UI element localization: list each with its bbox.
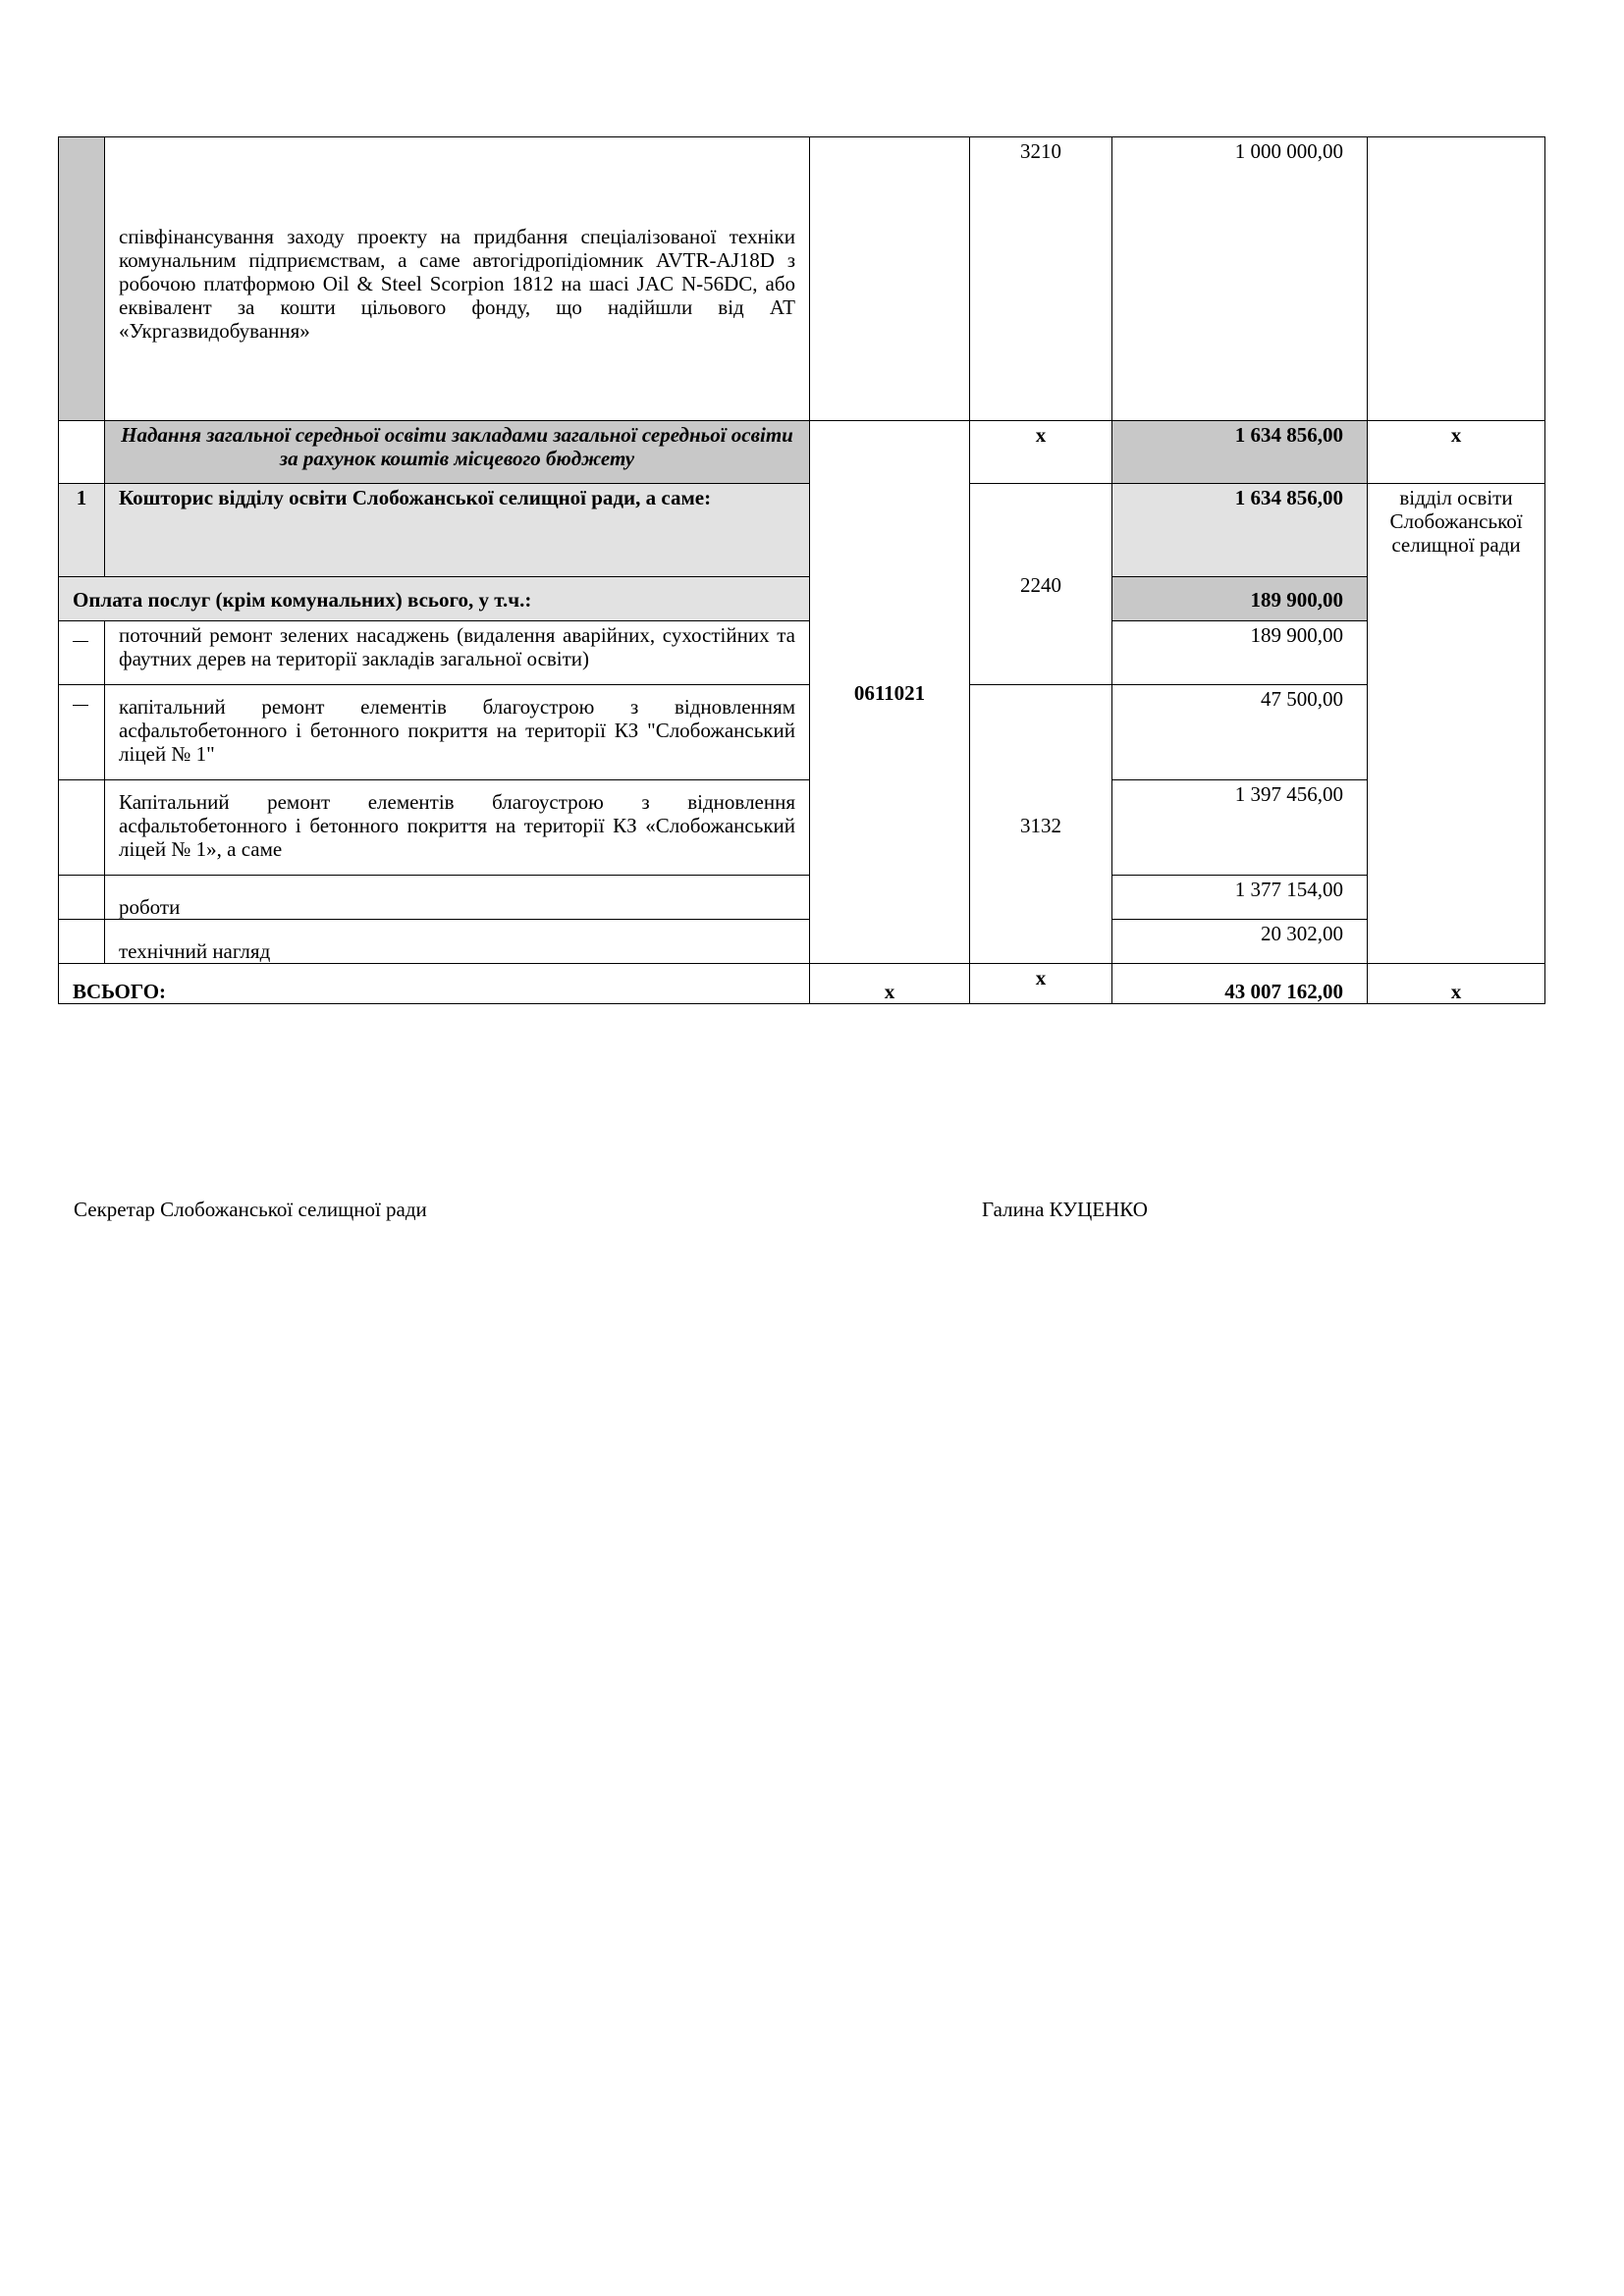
section-title: Надання загальної середньої освіти закладами загальної середньої освіти за рахунок коштів місцевого бюджету	[105, 421, 810, 484]
table-row	[59, 577, 1545, 621]
table-row	[59, 421, 1545, 484]
total-code-mark: х	[970, 964, 1112, 1004]
capital-repair-2-amount: 1 397 456,00	[1112, 780, 1368, 876]
table-row	[59, 876, 1545, 920]
table-row	[59, 964, 1545, 1004]
works-amount: 1 377 154,00	[1112, 876, 1368, 920]
row-number-cell	[59, 780, 105, 876]
supervision-description: технічний нагляд	[105, 920, 810, 964]
works-description: роботи	[105, 876, 810, 920]
total-amount: 43 007 162,00	[1112, 964, 1368, 1004]
capital-repair-1-amount: 47 500,00	[1112, 685, 1368, 780]
program-code-cell	[810, 137, 970, 421]
cofinancing-amount: 1 000 000,00	[1112, 137, 1368, 421]
cofinancing-code: 3210	[970, 137, 1112, 421]
total-label: ВСЬОГО:	[59, 964, 810, 1004]
greenery-amount: 189 900,00	[1112, 621, 1368, 685]
expense-code-2240: 2240	[970, 484, 1112, 685]
greenery-description: поточний ремонт зелених насаджень (видалення аварійних, сухостійних та фаутних дерев на території закладів загальної освіти)	[105, 621, 810, 685]
services-amount: 189 900,00	[1112, 577, 1368, 621]
row-number-cell	[59, 876, 105, 920]
table-row	[59, 484, 1545, 577]
estimate-amount: 1 634 856,00	[1112, 484, 1368, 577]
estimate-number: 1	[59, 484, 105, 577]
row-number-cell	[59, 421, 105, 484]
budget-table	[58, 136, 1545, 1004]
section-amount: 1 634 856,00	[1112, 421, 1368, 484]
executor-cell	[1368, 137, 1545, 421]
table-row	[59, 780, 1545, 876]
section-code-mark: х	[970, 421, 1112, 484]
supervision-amount: 20 302,00	[1112, 920, 1368, 964]
executor-name: відділ освіти Слобожанської селищної ради	[1368, 484, 1545, 964]
row-number-cell	[59, 920, 105, 964]
section-executor-mark: х	[1368, 421, 1545, 484]
total-executor-mark: х	[1368, 964, 1545, 1004]
capital-repair-2-description: Капітальний ремонт елементів благоустрою з відновлення асфальтобетонного і бетонного покриття на території КЗ «Слобожанський ліцей № 1», а саме	[105, 780, 810, 876]
capital-repair-1-description: капітальний ремонт елементів благоустрою з відновленням асфальтобетонного і бетонного покриття на території КЗ "Слобожанський ліцей № 1"	[105, 685, 810, 780]
row-number-cell	[59, 137, 105, 421]
estimate-description: Кошторис відділу освіти Слобожанської селищної ради, а саме:	[105, 484, 810, 577]
cofinancing-description: співфінансування заходу проекту на придбання спеціалізованої техніки комунальним підприємствам, а саме автогідропідіомник AVTR-AJ18D з робочою платформою Oil & Steel Scorpion 1812 на шасі JAC N-56DC, або еквівалент за кошти цільового фонду, що надійшли від АТ «Укргазвидобування»	[105, 137, 810, 421]
program-code: 0611021	[810, 421, 970, 964]
secretary-position: Секретар Слобожанської селищної ради	[74, 1198, 427, 1221]
table-row	[59, 137, 1545, 421]
dash-icon	[73, 641, 88, 642]
secretary-name: Галина КУЦЕНКО	[982, 1198, 1148, 1221]
dash-marker	[59, 621, 105, 685]
table-row	[59, 621, 1545, 685]
total-program-mark: х	[810, 964, 970, 1004]
services-description: Оплата послуг (крім комунальних) всього, у т.ч.:	[59, 577, 810, 621]
table-row	[59, 685, 1545, 780]
dash-icon	[73, 705, 88, 706]
dash-marker	[59, 685, 105, 780]
table-row	[59, 920, 1545, 964]
expense-code-3132: 3132	[970, 685, 1112, 964]
